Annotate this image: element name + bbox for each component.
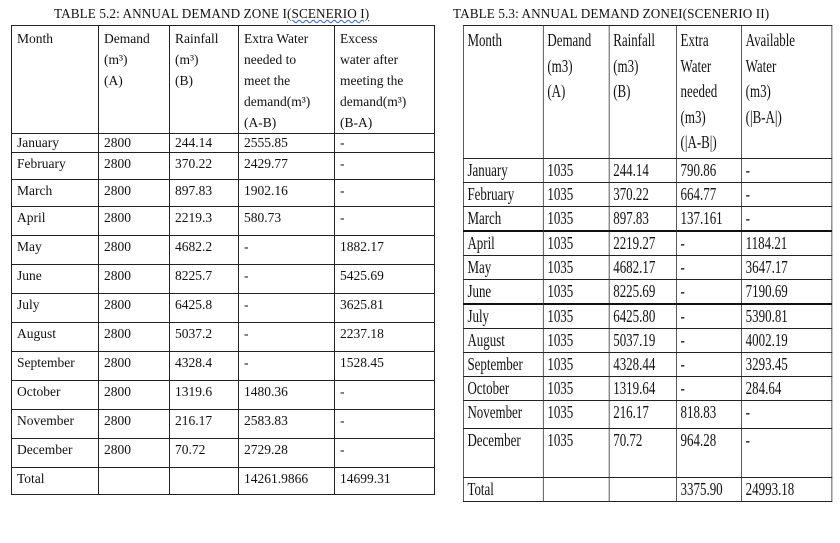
t53-cell: - [676, 280, 741, 305]
t53-cell: 664.77 [676, 183, 741, 207]
t53-header-line: Rainfall [613, 30, 655, 50]
t53-header-line: Water [745, 55, 777, 76]
t53-cell: 818.83 [676, 401, 741, 429]
t53-row [463, 329, 832, 353]
t52-header-line: (A) [104, 73, 123, 88]
t52-header-line: Demand [104, 31, 150, 46]
t53-cell: 1035 [543, 280, 609, 305]
t53-cell: 1035 [543, 429, 609, 478]
t53-cell: November [463, 401, 543, 429]
t52-header-line: (m³) [175, 52, 199, 67]
t52-header-line: Rainfall [175, 31, 219, 46]
t53-header-line: Extra [680, 30, 709, 50]
t53-cell: 8225.69 [609, 280, 676, 305]
t52-row [12, 134, 435, 153]
t53-cell: 216.17 [609, 401, 676, 429]
t53-header-line: (B) [613, 81, 631, 101]
t53-cell: 3647.17 [742, 256, 832, 280]
t52-cell: September [12, 352, 99, 381]
t53-cell: May [463, 256, 543, 280]
t53-cell: 1035 [543, 207, 609, 232]
t52-row [12, 207, 435, 236]
t52-cell: 14699.31 [335, 468, 435, 495]
t52-row [12, 352, 435, 381]
t53-cell: 7190.69 [742, 280, 832, 305]
t52-cell: February [12, 153, 99, 180]
t53-row [463, 159, 832, 183]
t53-header-line: Water [680, 55, 712, 76]
t52-cell: March [12, 180, 99, 207]
t53-cell: 70.72 [609, 429, 676, 478]
t52-cell: 4328.4 [170, 352, 239, 381]
t52-cell: 2800 [99, 323, 170, 352]
t53-cell: April [463, 231, 543, 256]
t52-row [12, 323, 435, 352]
t52-cell: 1319.6 [170, 381, 239, 410]
t52-cell: - [239, 236, 335, 265]
t53-cell: - [676, 304, 741, 329]
t52-cell: - [239, 265, 335, 294]
t52-cell: April [12, 207, 99, 236]
t52-cell: 2219.3 [170, 207, 239, 236]
t52-cell: - [335, 153, 435, 180]
t53-cell: - [742, 183, 832, 207]
t53-header-line: (m3) [613, 55, 639, 76]
t53-cell: 24993.18 [742, 478, 832, 502]
t53-cell: 5037.19 [609, 329, 676, 353]
t52-header-cell [170, 26, 239, 134]
t52-header-line: (B-A) [340, 115, 373, 130]
t53-cell: February [463, 183, 543, 207]
t53-cell: 3375.90 [676, 478, 741, 502]
t53-cell: 1035 [543, 329, 609, 353]
t52-cell: 3625.81 [335, 294, 435, 323]
t53-row [463, 353, 832, 377]
t52-cell: 2800 [99, 410, 170, 439]
t52-cell: 2800 [99, 294, 170, 323]
t52-cell: - [335, 207, 435, 236]
t53-cell: June [463, 280, 543, 305]
t53-header-cell [463, 26, 543, 159]
t52-header-line: (m³) [104, 52, 128, 67]
t52-cell: - [335, 410, 435, 439]
t52-header-cell [335, 26, 435, 134]
t52-cell: 5037.2 [170, 323, 239, 352]
t53-row [463, 429, 832, 478]
t52-row [12, 410, 435, 439]
t52-cell: Total [12, 468, 99, 495]
t53-cell: 1035 [543, 353, 609, 377]
t53-header-line: (|A-B|) [680, 132, 717, 152]
t53-cell: 137.161 [676, 207, 741, 232]
table-5-2-title-main: TABLE 5.2: ANNUAL DEMAND ZONE I [54, 6, 288, 21]
t52-cell: - [335, 134, 435, 153]
t52-cell: 2800 [99, 134, 170, 153]
t52-row [12, 381, 435, 410]
t53-header-line: Demand [547, 30, 592, 50]
t53-cell: 4002.19 [742, 329, 832, 353]
t53-row [463, 377, 832, 401]
t53-cell: 1319.64 [609, 377, 676, 401]
t52-header-line: Extra Water [244, 31, 309, 46]
t53-cell: 4682.17 [609, 256, 676, 280]
t53-row [463, 183, 832, 207]
t52-cell: 2800 [99, 180, 170, 207]
t52-cell: January [12, 134, 99, 153]
t52-cell: 1902.16 [239, 180, 335, 207]
t52-cell: - [239, 352, 335, 381]
t52-header-line: needed to [244, 52, 297, 67]
t53-cell: October [463, 377, 543, 401]
t52-row [12, 153, 435, 180]
t52-cell: 1528.45 [335, 352, 435, 381]
t53-cell: 1035 [543, 159, 609, 183]
t53-cell: 1035 [543, 401, 609, 429]
t52-cell: 4682.2 [170, 236, 239, 265]
t52-cell: August [12, 323, 99, 352]
table-5-2 [11, 25, 435, 495]
t52-header-cell [99, 26, 170, 134]
t53-cell: 1035 [543, 304, 609, 329]
t53-row [463, 256, 832, 280]
t53-row [463, 304, 832, 329]
t53-header-row [463, 26, 832, 159]
t53-header-line: (m3) [745, 81, 771, 101]
table-5-3 [463, 25, 832, 502]
t53-cell: September [463, 353, 543, 377]
t53-cell: January [463, 159, 543, 183]
t53-cell [609, 478, 676, 502]
t53-cell: 6425.80 [609, 304, 676, 329]
t52-cell [99, 468, 170, 495]
t53-header-line: needed [680, 81, 718, 101]
t53-cell: 284.64 [742, 377, 832, 401]
t52-header-row [12, 26, 435, 134]
t52-cell: 8225.7 [170, 265, 239, 294]
t52-header-line: Month [17, 31, 54, 46]
t52-cell: December [12, 439, 99, 468]
t52-header-line: meet the [244, 73, 291, 88]
t53-cell: 370.22 [609, 183, 676, 207]
t52-cell: 216.17 [170, 410, 239, 439]
t53-cell: - [676, 329, 741, 353]
t52-cell: 2583.83 [239, 410, 335, 439]
t52-header-cell [12, 26, 99, 134]
t52-cell: 2800 [99, 352, 170, 381]
t52-cell: May [12, 236, 99, 265]
t52-row [12, 439, 435, 468]
t53-cell: - [676, 377, 741, 401]
t52-cell: 244.14 [170, 134, 239, 153]
t52-cell: 1882.17 [335, 236, 435, 265]
t53-cell: - [676, 256, 741, 280]
t53-cell: - [676, 353, 741, 377]
t53-header-line: (m3) [680, 106, 706, 127]
t52-cell [170, 468, 239, 495]
t52-cell: - [239, 323, 335, 352]
t52-header-line: (B) [175, 73, 193, 88]
t52-cell: 2800 [99, 265, 170, 294]
t53-row [463, 280, 832, 305]
t52-cell: 70.72 [170, 439, 239, 468]
t52-cell: 370.22 [170, 153, 239, 180]
t52-header-line: Excess [340, 31, 378, 46]
t52-cell: November [12, 410, 99, 439]
t52-cell: - [239, 294, 335, 323]
t53-cell: 1035 [543, 377, 609, 401]
t52-header-line: demand(m³) [244, 94, 311, 109]
t52-cell: 2555.85 [239, 134, 335, 153]
t53-cell: 1035 [543, 256, 609, 280]
t53-cell: March [463, 207, 543, 232]
t53-cell: July [463, 304, 543, 329]
t52-header-cell [239, 26, 335, 134]
t52-cell: 2800 [99, 153, 170, 180]
t52-row [12, 294, 435, 323]
t52-cell: 580.73 [239, 207, 335, 236]
t53-row [463, 207, 832, 232]
t53-header-line: (m3) [547, 55, 573, 76]
t52-row [12, 265, 435, 294]
t53-cell: - [742, 207, 832, 232]
table-5-2-title-sub: (SCENERIO I) [287, 6, 370, 21]
t53-header-line: (|B-A|) [745, 106, 782, 127]
t53-cell: 3293.45 [742, 353, 832, 377]
t53-cell: - [742, 159, 832, 183]
t53-cell: December [463, 429, 543, 478]
t53-cell: 790.86 [676, 159, 741, 183]
t53-cell: Total [463, 478, 543, 502]
t52-cell: 5425.69 [335, 265, 435, 294]
t53-cell: - [742, 401, 832, 429]
t52-row [12, 468, 435, 495]
t53-cell: August [463, 329, 543, 353]
t53-cell: 2219.27 [609, 231, 676, 256]
t53-cell: - [742, 429, 832, 478]
t53-header-cell [609, 26, 676, 159]
t52-cell: October [12, 381, 99, 410]
t53-header-line: (A) [547, 81, 566, 101]
t53-header-line: Month [467, 30, 502, 50]
t52-cell: June [12, 265, 99, 294]
t53-cell: 4328.44 [609, 353, 676, 377]
t53-cell: 244.14 [609, 159, 676, 183]
t52-cell: 2800 [99, 439, 170, 468]
table-5-2-title [54, 6, 369, 22]
t53-cell: - [676, 231, 741, 256]
t53-header-cell [676, 26, 741, 159]
t52-cell: - [335, 180, 435, 207]
t52-cell: 897.83 [170, 180, 239, 207]
t52-cell: 2729.28 [239, 439, 335, 468]
t53-cell: 1035 [543, 231, 609, 256]
t53-header-line: Available [745, 30, 796, 50]
t53-row [463, 478, 832, 502]
table-5-3-title: TABLE 5.3: ANNUAL DEMAND ZONEI(SCENERIO II) [453, 6, 770, 21]
t52-cell: 2800 [99, 207, 170, 236]
t52-header-line: water after [340, 52, 399, 67]
t52-cell: 2800 [99, 236, 170, 265]
t52-cell: 1480.36 [239, 381, 335, 410]
t53-row [463, 401, 832, 429]
t53-cell: 1184.21 [742, 231, 832, 256]
t52-row [12, 236, 435, 265]
t52-cell: 2429.77 [239, 153, 335, 180]
t52-header-line: demand(m³) [340, 94, 407, 109]
t52-cell: 2800 [99, 381, 170, 410]
t52-header-line: meeting the [340, 73, 404, 88]
t52-cell: July [12, 294, 99, 323]
t53-header-cell [742, 26, 832, 159]
t53-header-cell [543, 26, 609, 159]
t53-cell [543, 478, 609, 502]
t52-cell: 6425.8 [170, 294, 239, 323]
t53-cell: 1035 [543, 183, 609, 207]
t52-cell: 14261.9866 [239, 468, 335, 495]
t53-cell: 964.28 [676, 429, 741, 478]
t52-row [12, 180, 435, 207]
t53-row [463, 231, 832, 256]
t53-cell: 897.83 [609, 207, 676, 232]
t52-cell: 2237.18 [335, 323, 435, 352]
t52-cell: - [335, 439, 435, 468]
t53-cell: 5390.81 [742, 304, 832, 329]
t52-cell: - [335, 381, 435, 410]
t52-header-line: (A-B) [244, 115, 277, 130]
